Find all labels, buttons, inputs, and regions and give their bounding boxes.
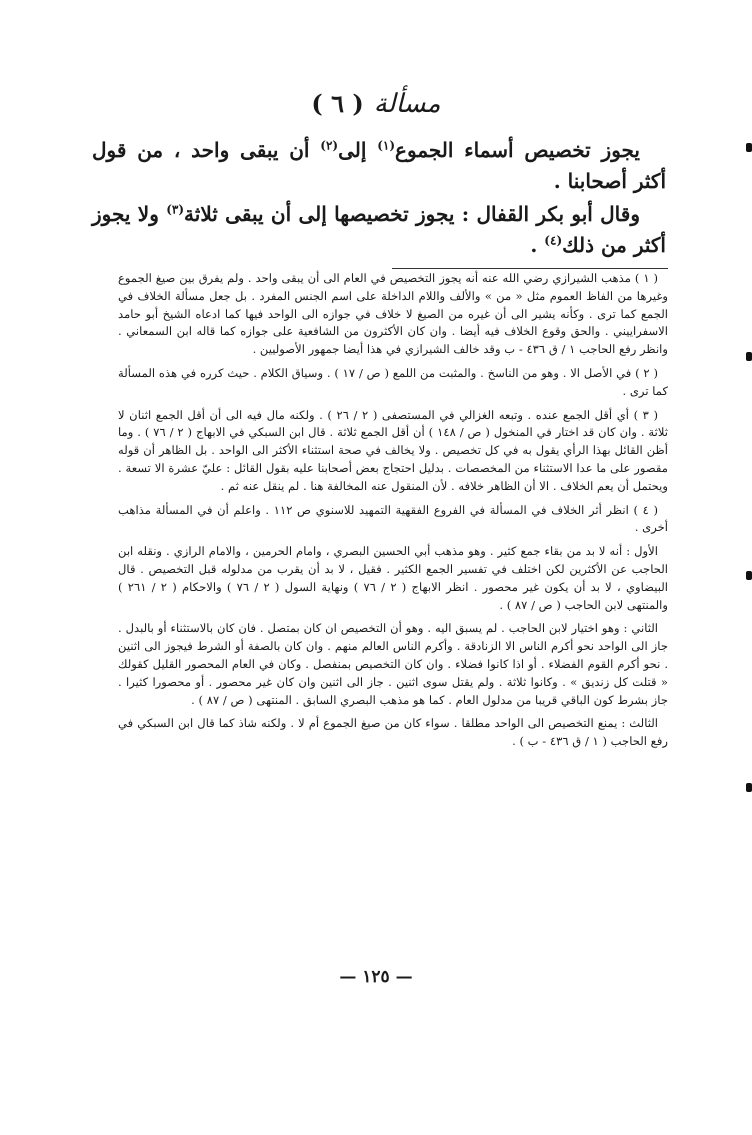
main-paragraph-1-part-c: أن يبقى واحد ، من قول أكثر أصحابنا . <box>92 138 666 193</box>
footnote-4-third-view: الثالث : يمنع التخصيص الى الواحد مطلقا . سواء كان من صيغ الجموع أم لا . ولكنه شاذ كما قال ابن السبكي في رفع الحاجب ( ١ / ق ٤٣٦ - ب ) . <box>118 716 668 749</box>
footnote-1: ( ١ ) مذهب الشيرازي رضي الله عنه أنه يجوز التخصيص في العام الى أن يبقى واحد . ولم يفرق بين صيغ الجموع وغيرها من الفاظ العموم مثل « من » والألف واللام الداخلة على اسم الجنس المفرد . بل جعل مسألة الخلاف في الجمع كما ترى . وكأنه يشير الى أن غيره من الصيغ لا خلاف في جوازه الى الواحد فيها كما ادعاه الشيخ أبو حامد الاسفراييني . والحق وقوع الخلاف فيه أيضا . وان كان الأكثرون من الشافعية على جوازه كما قاله ابن السمعاني . وانظر رفع الحاجب ١ / ق ٤٣٦ - ب وقد خالف الشيرازي في هذا أيضا جمهور الأصوليين . <box>118 271 669 357</box>
scan-edge-mark <box>746 352 752 361</box>
footnote-4: ( ٤ ) انظر أثر الخلاف في المسألة في الفروع الفقهية التمهيد للاسنوي ص ١١٢ . واعلم أن في المسألة مذاهب أخرى . <box>118 502 668 535</box>
main-paragraph-2-part-b: ولا يجوز أكثر من ذلك <box>92 202 666 257</box>
page-number: — ١٢٥ — <box>339 967 413 987</box>
footnote-ref-4: (٤) <box>544 233 563 248</box>
footnotes <box>118 270 668 757</box>
footnote-3: ( ٣ ) أي أقل الجمع عنده . وتبعه الغزالي في المستصفى ( ٢ / ٢٦ ) . ولكنه مال فيه الى أن أقل الجمع اثنان لا ثلاثة . وان كان قد اختار في المنخول ( ص / ١٤٨ ) أن أقل الجمع ثلاثة . قال ابن السبكي في الابهاج ( ٢ / ٧٦ ) . وما أظن القائل بهذا الرأي يقول به في كل تخصيص . ولا يخالف في صحة استثناء الأكثر الى الواحد . بل الظاهر أن قوله مقصور على ما عدا الاستثناء من المخصصات . بدليل احتجاج بعض أصحابنا عليه بقول القائل : عليّ عشرة الا تسعة . ويحتمل أن يعم الخلاف . الا أن الظاهر خلافه . لأن المنقول عنه المخالفة هنا . لم ينقل عنه ثم . <box>118 407 668 493</box>
footnote-separator <box>392 268 668 269</box>
issue-heading <box>0 86 752 122</box>
footnote-4-second-view: الثاني : وهو اختيار لابن الحاجب . لم يسبق اليه . وهو أن التخصيص ان كان بمتصل . فان كان بالاستثناء أو بالبدل . جاز الى الواحد نحو أكرم الناس الا الزنادقة . وأكرم الناس العالم منهم . وان كان بالصفة أو الشرط فيجوز الى اثنين . نحو أكرم القوم الفضلاء . أو اذا كانوا فضلاء . وان كان التخصيص بمنفصل . وكان في العام المحصور القليل كقولك « قتلت كل زنديق » . وكانوا ثلاثة . ولم يقتل سوى اثنين . جاز الى اثنين وان كان غير محصور . أو محصورا كثيرا . جاز بشرط كون الباقي قريبا من مدلول العام . كما هو مذهب البصري السابق . المنتهى ( ص / ٨٧ ) . <box>118 621 668 707</box>
footnote-2: ( ٢ ) في الأصل الا . وهو من الناسخ . والمثبت من اللمع ( ص / ١٧ ) . وسياق الكلام . حيث كرره في هذه المسألة كما ترى . <box>118 365 668 398</box>
footnote-ref-3: (٣) <box>166 202 185 217</box>
main-paragraph-1-part-b: إلى <box>338 138 367 162</box>
main-text <box>92 135 666 263</box>
scan-edge-mark <box>746 783 752 792</box>
main-paragraph-1 <box>92 135 666 197</box>
footnote-4-first-view: الأول : أنه لا بد من بقاء جمع كثير . وهو مذهب أبي الحسين البصري ، وامام الحرمين ، والامام الرازي . ونقله ابن الحاجب عن الأكثرين لكن اختلف في تفسير الجمع الكثير . فقيل ، لا بد أن يقرب من مدلوله قبل التخصيص . قال البيضاوي ، لا بد أن يكون غير محصور . انظر الابهاج ( ٢ / ٧٦ ) ونهاية السول ( ٢ / ٧٦ ) والاحكام ( ٢ / ٢٦١ ) والمنتهى لابن الحاجب ( ص / ٨٧ ) . <box>118 544 668 612</box>
footnote-ref-2: (٢) <box>320 138 339 153</box>
scan-edge-mark <box>746 143 752 152</box>
issue-heading-number: ( ٦ ) <box>311 89 364 118</box>
main-paragraph-2-part-a: وقال أبو بكر القفال : يجوز تخصيصها إلى أن يبقى ثلاثة <box>184 202 640 226</box>
main-paragraph-2 <box>92 199 666 261</box>
scan-edge-mark <box>746 571 752 580</box>
main-paragraph-2-part-c: . <box>530 233 538 257</box>
issue-heading-word: مسألة <box>373 89 441 119</box>
main-paragraph-1-part-a: يجوز تخصيص أسماء الجموع <box>395 138 640 162</box>
footnote-ref-1: (١) <box>377 138 396 153</box>
